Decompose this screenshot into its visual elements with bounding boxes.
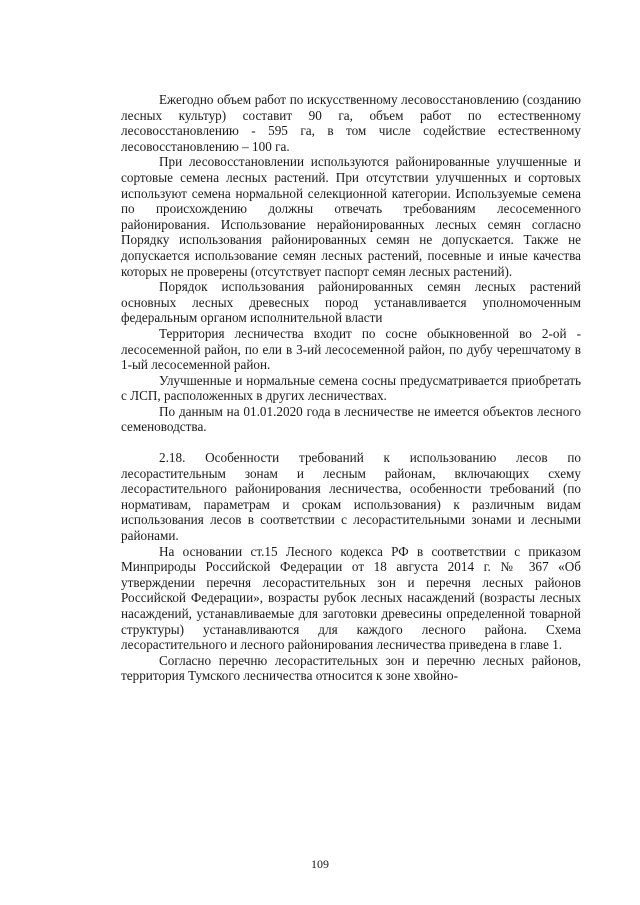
paragraph-seed-regions: Территория лесничества входит по сосне обыкновенной во 2-ой - лесосеменной район, по ели в 3-ий лесосеменной район, по дубу черешчатому в 1-ый лесосеменной район. <box>121 325 581 373</box>
paragraph-reforestation-volume: Ежегодно объем работ по искусственному лесовосстановлению (созданию лесных культур) составит 90 га, объем работ по естественному лесовосстановлению - 595 га, в том числе содействие естественному лесовосстановлению – 100 га. <box>121 92 581 154</box>
paragraph-seed-purchase: Улучшенные и нормальные семена сосны предусматривается приобретать с ЛСП, расположенных в других лесничествах. <box>121 372 581 404</box>
paragraph-forest-code-basis: На основании ст.15 Лесного кодекса РФ в соответствии с приказом Минприроды Российской Федерации от 18 августа 2014 г. № 367 «Об утверждении перечня лесорастительных зон и перечня лесных районов Российской Федерации», возрасты рубок лесных насаждений (возрасты лесных насаждений, устанавливаемые для заготовки древесины определенной товарной структуры) устанавливаются для каждого лесного района. Схема лесорастительного и лесного районирования лесничества приведена в главе 1. <box>121 543 581 653</box>
paragraph-seed-requirements: При лесовосстановлении используются районированные улучшенные и сортовые семена лесных растений. При отсутствии улучшенных и сортовых используют семена нормальной селекционной категории. Используемые семена по происхождению должны отвечать требованиям лесосеменного районирования. Использование нерайонированных лесных семян согласно Порядку использования районированных семян не допускается. Также не допускается использование семян лесных растений, посевные и иные качества которых не проверены (отсутствует паспорт семян лесных растений). <box>121 154 581 279</box>
paragraph-zone-list: Согласно перечню лесорастительных зон и перечню лесных районов, территория Тумского лесничества относится к зоне хвойно- <box>121 652 581 684</box>
page-number: 109 <box>311 857 329 871</box>
paragraph-seed-objects: По данным на 01.01.2020 года в лесничестве не имеется объектов лесного семеноводства. <box>121 403 581 435</box>
paragraph-seed-usage-order: Порядок использования районированных семян лесных растений основных лесных древесных пород устанавливается уполномоченным федеральным органом исполнительной власти <box>121 279 581 326</box>
document-body <box>121 92 581 684</box>
section-heading-2-18: 2.18. Особенности требований к использованию лесов по лесорастительным зонам и лесным районам, включающих схему лесорастительного районирования лесничества, особенности требований (по нормативам, параметрам и срокам использования) к различным видам использования лесов в соответствии с лесорастительными зонами и лесными районами. <box>121 450 581 544</box>
